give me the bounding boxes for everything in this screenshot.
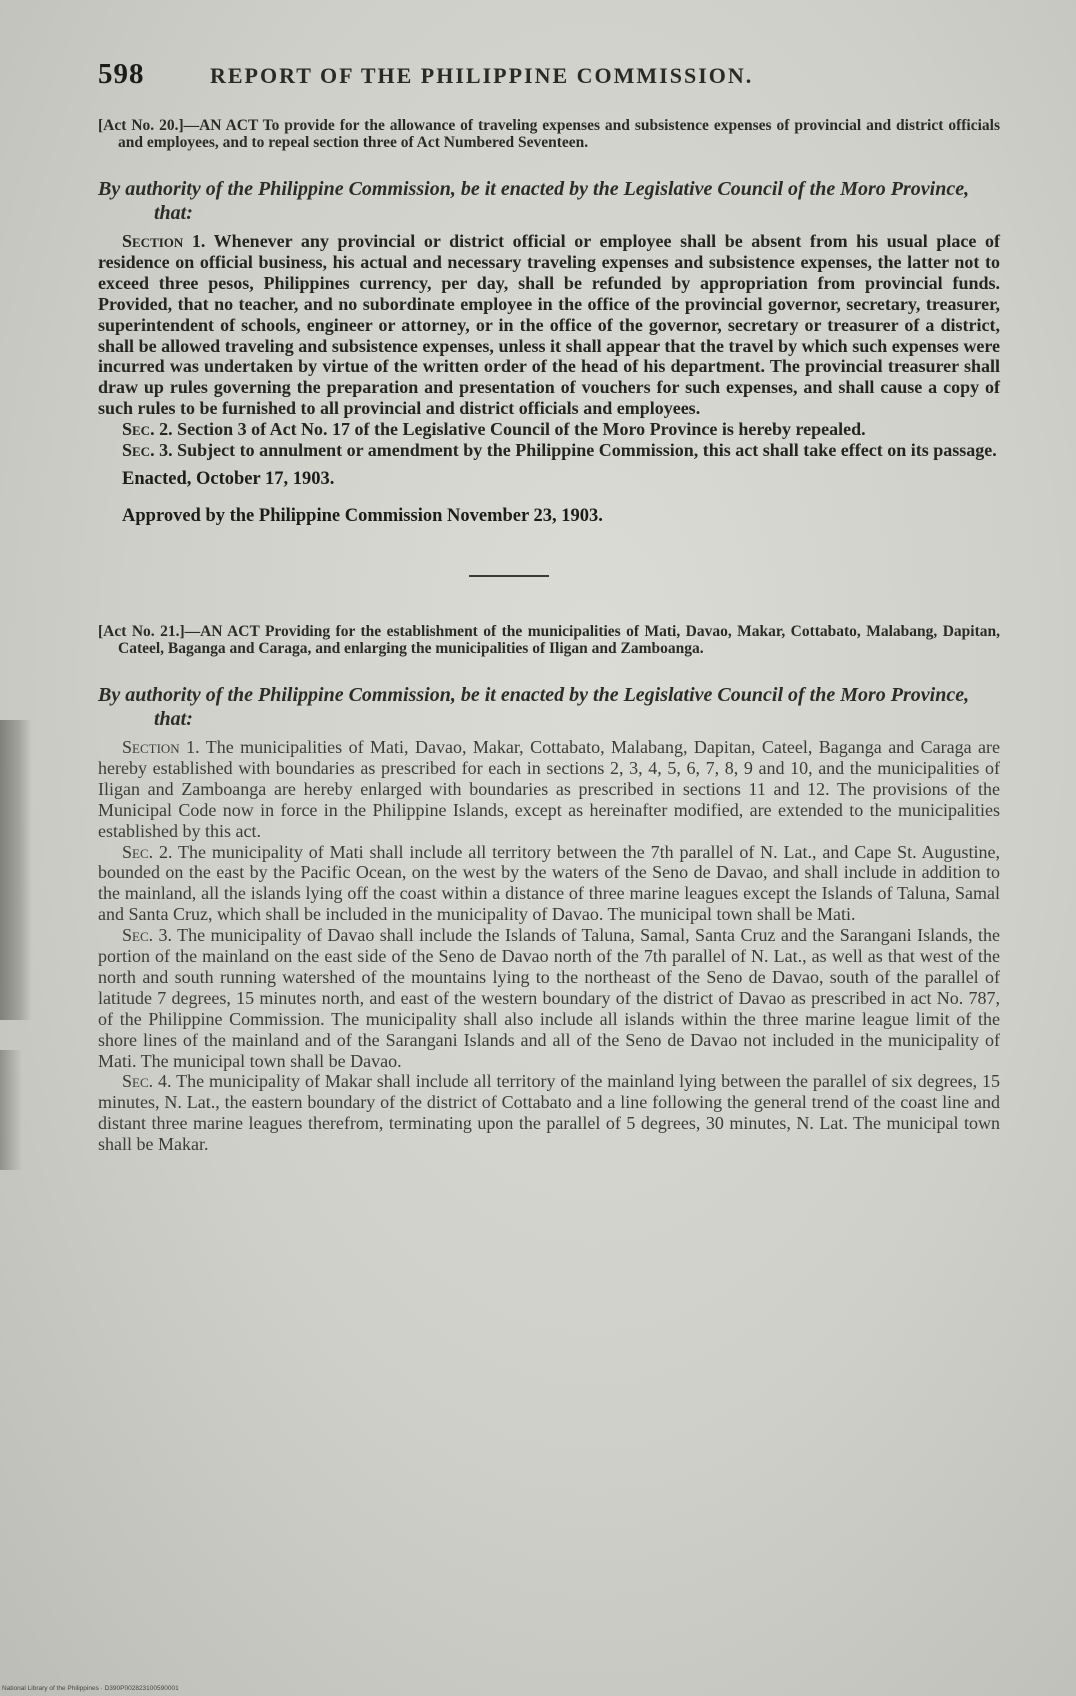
- act-21-section-3: [98, 925, 1000, 1071]
- act-20-section: [98, 117, 1000, 527]
- section-label: Sec. 4.: [122, 1071, 172, 1092]
- page-edge-shadow: [0, 720, 32, 1020]
- section-label: Sec. 2.: [122, 841, 173, 862]
- section-text: The municipality of Davao shall include the Islands of Taluna, Samal, Santa Cruz and the Sarangani Islands, the portion of the mainland on the east side of the Seno de Davao north of the 7th parallel of N. Lat., as well as that west of the north and south running watershed of the mountains lying to the northeast of the Seno de Davao, south of the parallel of latitude 7 degrees, 15 minutes north, and east of the western boundary of the district of Davao as prescribed in act No. 787, of the Philippine Commission. The municipality shall also include all islands within the three marine league limit of the shore lines of the mainland and of the Sarangani Islands and all of the Seno de Davao not included in the municipality of Mati. The municipal town shall be Davao.: [98, 925, 1000, 1071]
- act-21-authority: By authority of the Philippine Commission, be it enacted by the Legislative Council of the Moro Province, that:: [98, 683, 970, 730]
- section-divider: [469, 575, 549, 577]
- section-label: Sec. 2.: [122, 419, 173, 440]
- page-content: [98, 58, 1000, 1155]
- section-text: The municipality of Mati shall include all territory between the 7th parallel of N. Lat., and Cape St. Augustine, bounded on the east by the Pacific Ocean, on the west by the waters of the Seno de Davao, and shall include in addition to the mainland, all the islands lying off the coast within a distance of three marine leagues except the Islands of Taluna, Samal and Santa Cruz, which shall be included in the municipality of Davao. The municipal town shall be Mati.: [98, 841, 1001, 925]
- section-label: Section 1.: [122, 736, 200, 757]
- section-text: Whenever any provincial or district official or employee shall be absent from his usual place of residence on official business, his actual and necessary traveling expenses and subsistence expenses, the latter not to exceed three pesos, Philippines currency, per day, shall be refunded by appropriation from provincial funds. Provided, that no teacher, and no subordinate employee in the office of the provincial governor, secretary, treasurer, superintendent of schools, engineer or attorney, or in the office of the governor, secretary or treasurer of a district, shall be allowed traveling and subsistence expenses, unless it shall appear that the travel by which such expenses were incurred was undertaken by virtue of the written order of the head of his department. The provincial treasurer shall draw up rules governing the preparation and presentation of vouchers for such expenses, and shall cause a copy of such rules to be furnished to all provincial and district officials and employees.: [98, 231, 1000, 419]
- scan-credit: National Library of the Philippines · D390P002823100590001: [2, 1685, 179, 1692]
- section-text: Subject to annulment or amendment by the Philippine Commission, this act shall take effect on its passage.: [172, 440, 997, 461]
- act-20-title: [Act No. 20.]—AN ACT To provide for the allowance of traveling expenses and subsistence expenses of provincial and district officials and employees, and to repeal section three of Act Numbered Seventeen.: [98, 117, 1000, 151]
- act-20-section-2: [98, 419, 1000, 440]
- page-number: 598: [98, 58, 145, 90]
- section-text: The municipalities of Mati, Davao, Makar, Cottabato, Malabang, Dapitan, Cateel, Baganga and Caraga are hereby established with boundaries as prescribed for each in sections 2, 3, 4, 5, 6, 7, 8, 9 and 10, and the municipalities of Iligan and Zamboanga are hereby enlarged with boundaries as prescribed in sections 11 and 12. The provisions of the Municipal Code now in force in the Philippine Islands, except as hereinafter modified, are extended to the municipalities established by this act.: [98, 736, 1001, 841]
- act-21-section-2: [98, 842, 1000, 926]
- act-20-approved: Approved by the Philippine Commission November 23, 1903.: [122, 505, 603, 526]
- page-header: [98, 58, 1000, 91]
- act-21-section: [98, 623, 1000, 1155]
- act-21-title: [Act No. 21.]—AN ACT Providing for the establishment of the municipalities of Mati, Davao, Makar, Cottabato, Malabang, Dapitan, Cateel, Baganga and Caraga, and enlarging the municipalities of Iligan and Zamboanga.: [98, 622, 1000, 657]
- page-edge-shadow-lower: [0, 1050, 22, 1170]
- act-20-section-3: [98, 440, 1000, 461]
- section-label: Section 1.: [122, 231, 206, 251]
- section-label: Sec. 3.: [122, 440, 173, 461]
- section-label: Sec. 3.: [122, 925, 173, 946]
- act-20-section-1: [98, 231, 1000, 419]
- section-text: Section 3 of Act No. 17 of the Legislative Council of the Moro Province is hereby repealed.: [172, 419, 866, 440]
- section-text: The municipality of Makar shall include all territory of the mainland lying between the parallel of six degrees, 15 minutes, N. Lat., the eastern boundary of the district of Cottabato and a line following the general trend of the coast line and distant three marine leagues therefrom, terminating upon the parallel of 5 degrees, 30 minutes, N. Lat. The municipal town shall be Makar.: [98, 1071, 1000, 1155]
- act-21-section-4: [98, 1071, 1000, 1155]
- running-head: REPORT OF THE PHILIPPINE COMMISSION.: [210, 63, 754, 88]
- act-20-enacted: Enacted, October 17, 1903.: [122, 468, 335, 489]
- act-21-section-1: [98, 737, 1000, 842]
- act-20-authority: By authority of the Philippine Commission, be it enacted by the Legislative Council of the Moro Province, that:: [98, 178, 970, 224]
